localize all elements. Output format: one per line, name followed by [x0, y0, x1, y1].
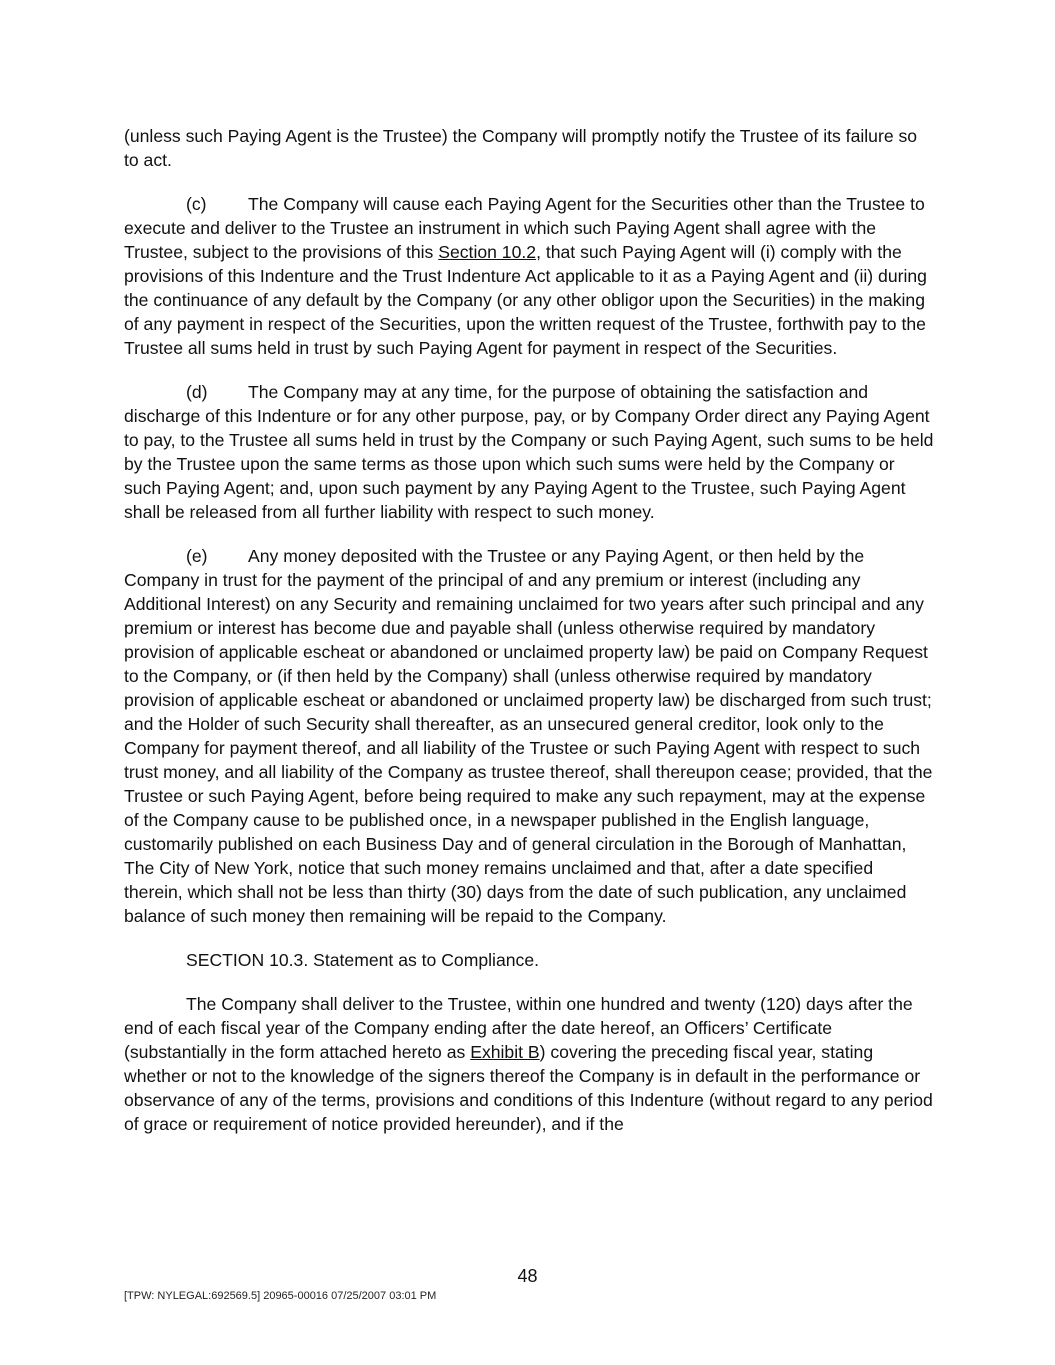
paragraph-e-label: (e) [186, 546, 208, 566]
section-heading: SECTION 10.3. Statement as to Compliance. [186, 950, 540, 970]
paragraph-compliance-text-2: ) covering the preceding fiscal year, stating whether or not to the knowledge of the signers thereof the Company is in default in the performance or observance of any of the terms, provisions and conditions of this Indenture (without regard to any period of grace or requirement of notice provided hereunder), and if the [124, 1042, 933, 1134]
paragraph-c [124, 192, 936, 360]
paragraph-d-label: (d) [186, 382, 208, 402]
paragraph-e-text: Any money deposited with the Trustee or any Paying Agent, or then held by the Company in trust for the payment of the principal of and any premium or interest (including any Additional Interest) on any Security and remaining unclaimed for two years after such principal and any premium or interest has become due and payable shall (unless otherwise required by mandatory provision of applicable escheat or abandoned or unclaimed property law) be paid on Company Request to the Company, or (if then held by the Company) shall (unless otherwise required by mandatory provision of applicable escheat or abandoned or unclaimed property law) be discharged from such trust; and the Holder of such Security shall thereafter, as an unsecured general creditor, look only to the Company for payment thereof, and all liability of the Trustee or such Paying Agent with respect to such trust money, and all liability of the Company as trustee thereof, shall thereupon cease; provided, that the Trustee or such Paying Agent, before being required to make any such repayment, may at the expense of the Company cause to be published once, in a newspaper published in the English language, customarily published on each Business Day and of general circulation in the Borough of Manhattan, The City of New York, notice that such money remains unclaimed and that, after a date specified therein, which shall not be less than thirty (30) days from the date of such publication, any unclaimed balance of such money then remaining will be repaid to the Company. [124, 546, 933, 926]
document-body [124, 124, 936, 1156]
paragraph-compliance [124, 992, 936, 1136]
paragraph-c-text-1: The Company will cause each Paying Agent for the Securities other than the Trustee to execute and deliver to the Trustee an instrument in which such Paying Agent shall agree with the Trustee, subject to the provisions of this [124, 194, 925, 262]
document-footer: [TPW: NYLEGAL:692569.5] 20965-00016 07/25/2007 03:01 PM [124, 1290, 437, 1302]
paragraph-continuation: (unless such Paying Agent is the Trustee) the Company will promptly notify the Trustee of its failure so to act. [124, 126, 918, 170]
paragraph-d [124, 380, 936, 524]
page-number: 48 [517, 1266, 538, 1286]
section-10-2-link[interactable]: Section 10.2 [438, 242, 537, 262]
paragraph-e [124, 544, 936, 928]
paragraph-c-label: (c) [186, 194, 207, 214]
paragraph-c-text-2: , that such Paying Agent will (i) comply with the provisions of this Indenture and the Trust Indenture Act applicable to it as a Paying Agent and (ii) during the continuance of any default by the Company (or any other obligor upon the Securities) in the making of any payment in respect of the Securities, upon the written request of the Trustee, forthwith pay to the Trustee all sums held in trust by such Paying Agent for payment in respect of the Securities. [124, 242, 927, 358]
exhibit-b-link[interactable]: Exhibit B [470, 1042, 540, 1062]
paragraph-d-text: The Company may at any time, for the purpose of obtaining the satisfaction and discharge of this Indenture or for any other purpose, pay, or by Company Order direct any Paying Agent to pay, to the Trustee all sums held in trust by the Company or such Paying Agent, such sums to be held by the Trustee upon the same terms as those upon which such sums were held by the Company or such Paying Agent; and, upon such payment by any Paying Agent to the Trustee, such Paying Agent shall be released from all further liability with respect to such money. [124, 382, 934, 522]
paragraph-compliance-text-1: The Company shall deliver to the Trustee, within one hundred and twenty (120) days after the end of each fiscal year of the Company ending after the date hereof, an Officers’ Certificate (substantially in the form attached hereto as [124, 994, 913, 1062]
